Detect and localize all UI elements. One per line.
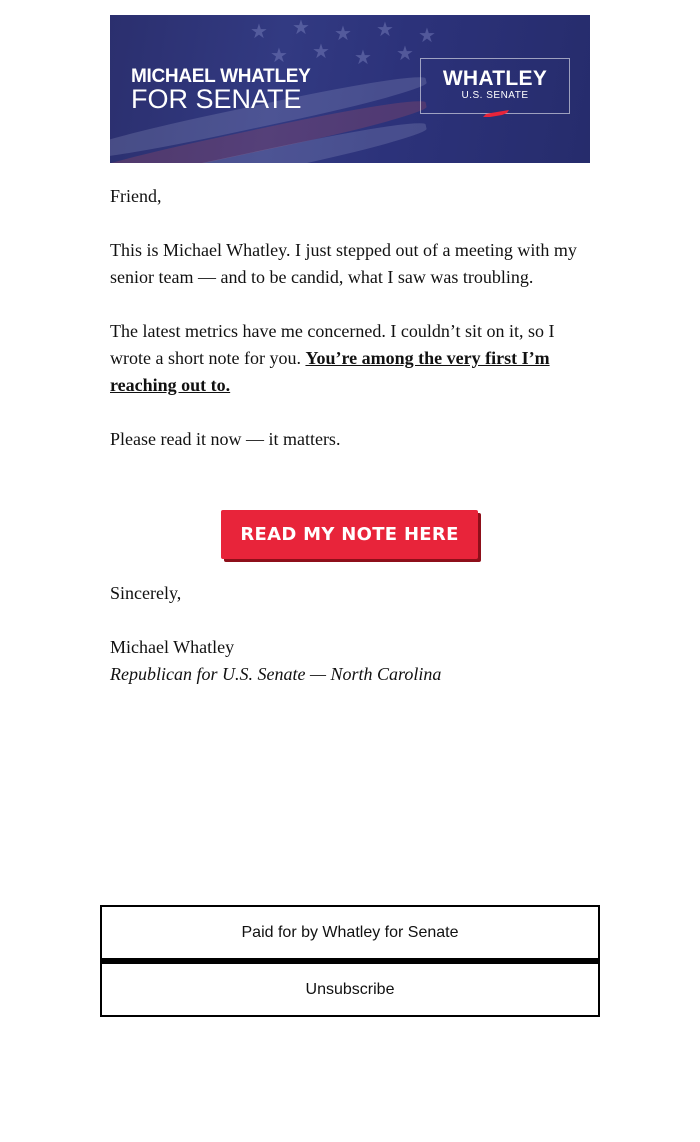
paragraph-metrics-text: The latest metrics have me concerned. I couldn’t sit on it, so I wrote a short note for you. (110, 321, 555, 368)
paid-for-disclaimer: Paid for by Whatley for Senate (100, 905, 600, 961)
paragraph-read-now: Please read it now — it matters. (110, 429, 341, 449)
signature-name: Michael Whatley (110, 637, 235, 657)
logo-name: WHATLEY (442, 67, 548, 90)
paragraph-intro: This is Michael Whatley. I just stepped out of a meeting with my senior team — and to be candid, what I saw was troubling. (110, 240, 577, 287)
greeting: Friend, (110, 186, 162, 206)
north-carolina-shape-icon (483, 110, 509, 118)
stars-decoration: ★ ★ ★ ★ ★ ★ ★ ★ ★ (250, 15, 436, 69)
signoff (110, 580, 595, 688)
campaign-logo (420, 58, 570, 114)
read-note-button[interactable]: READ MY NOTE HERE (221, 510, 478, 559)
email-body (110, 183, 595, 480)
first-reached-link[interactable]: You’re among the very first I’m reaching out to. (110, 348, 550, 395)
header-banner (110, 15, 590, 163)
unsubscribe-link[interactable]: Unsubscribe (100, 961, 600, 1017)
logo-subtitle: U.S. SENATE (461, 90, 529, 101)
wordmark-subtitle: FOR SENATE (131, 84, 302, 114)
wordmark-name: MICHAEL WHATLEY (131, 66, 311, 87)
campaign-wordmark (131, 66, 311, 114)
paragraph-metrics (110, 318, 595, 399)
signature-title: Republican for U.S. Senate — North Carolina (110, 664, 442, 684)
closing: Sincerely, (110, 583, 182, 603)
